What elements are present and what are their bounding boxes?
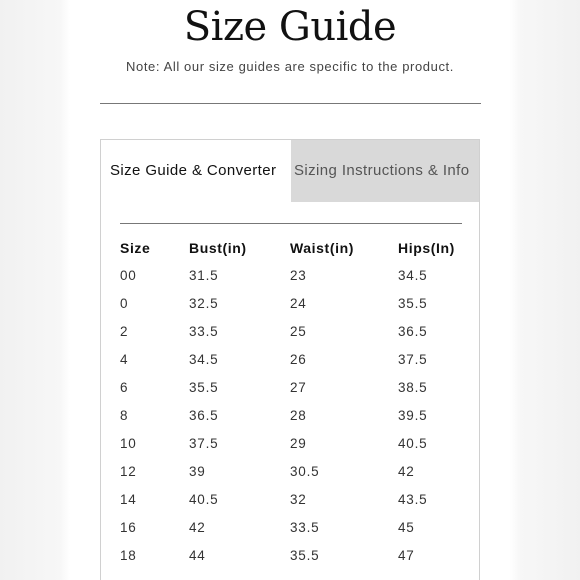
cell-bust: 37.5 [189,436,219,451]
cell-bust: 44 [189,548,206,563]
table-row [120,430,470,458]
cell-waist: 23 [290,268,307,283]
cell-hips: 37.5 [398,352,428,367]
cell-hips: 43.5 [398,492,428,507]
table-row [120,542,470,570]
cell-size: 16 [120,520,137,535]
cell-bust: 31.5 [189,268,219,283]
cell-hips: 40.5 [398,436,428,451]
cell-waist: 24 [290,296,307,311]
cell-size: 8 [120,408,129,423]
size-table [120,234,470,570]
column-header-bust: Bust(in) [189,240,247,256]
table-row [120,458,470,486]
title-divider [100,103,481,104]
column-header-waist: Waist(in) [290,240,354,256]
cell-size: 00 [120,268,137,283]
cell-bust: 40.5 [189,492,219,507]
table-row [120,402,470,430]
cell-bust: 32.5 [189,296,219,311]
cell-size: 0 [120,296,129,311]
cell-waist: 28 [290,408,307,423]
cell-hips: 34.5 [398,268,428,283]
table-row [120,514,470,542]
cell-size: 10 [120,436,137,451]
cell-size: 18 [120,548,137,563]
cell-size: 2 [120,324,129,339]
cell-hips: 39.5 [398,408,428,423]
cell-waist: 32 [290,492,307,507]
cell-bust: 39 [189,464,206,479]
cell-size: 12 [120,464,137,479]
cell-bust: 36.5 [189,408,219,423]
size-guide-note: Note: All our size guides are specific to the product. [126,59,454,74]
cell-waist: 35.5 [290,548,320,563]
table-row [120,262,470,290]
table-divider [120,223,462,224]
tab-size-guide-converter[interactable]: Size Guide & Converter [101,140,291,202]
cell-bust: 33.5 [189,324,219,339]
column-header-size: Size [120,240,151,256]
tab-sizing-instructions-info[interactable]: Sizing Instructions & Info [291,140,479,202]
cell-hips: 35.5 [398,296,428,311]
table-body [120,262,470,570]
table-row [120,346,470,374]
table-row [120,486,470,514]
cell-bust: 35.5 [189,380,219,395]
cell-size: 6 [120,380,129,395]
cell-hips: 36.5 [398,324,428,339]
cell-waist: 33.5 [290,520,320,535]
cell-bust: 42 [189,520,206,535]
table-row [120,374,470,402]
tab-bar [101,140,479,202]
cell-bust: 34.5 [189,352,219,367]
cell-size: 4 [120,352,129,367]
table-row [120,290,470,318]
cell-waist: 29 [290,436,307,451]
cell-waist: 30.5 [290,464,320,479]
column-header-hips: Hips(In) [398,240,455,256]
cell-size: 14 [120,492,137,507]
cell-hips: 45 [398,520,415,535]
cell-hips: 42 [398,464,415,479]
cell-hips: 47 [398,548,415,563]
cell-waist: 25 [290,324,307,339]
cell-hips: 38.5 [398,380,428,395]
table-header-row [120,234,470,262]
cell-waist: 27 [290,380,307,395]
size-guide-panel [100,139,480,580]
table-row [120,318,470,346]
page-title: Size Guide [183,4,397,50]
cell-waist: 26 [290,352,307,367]
